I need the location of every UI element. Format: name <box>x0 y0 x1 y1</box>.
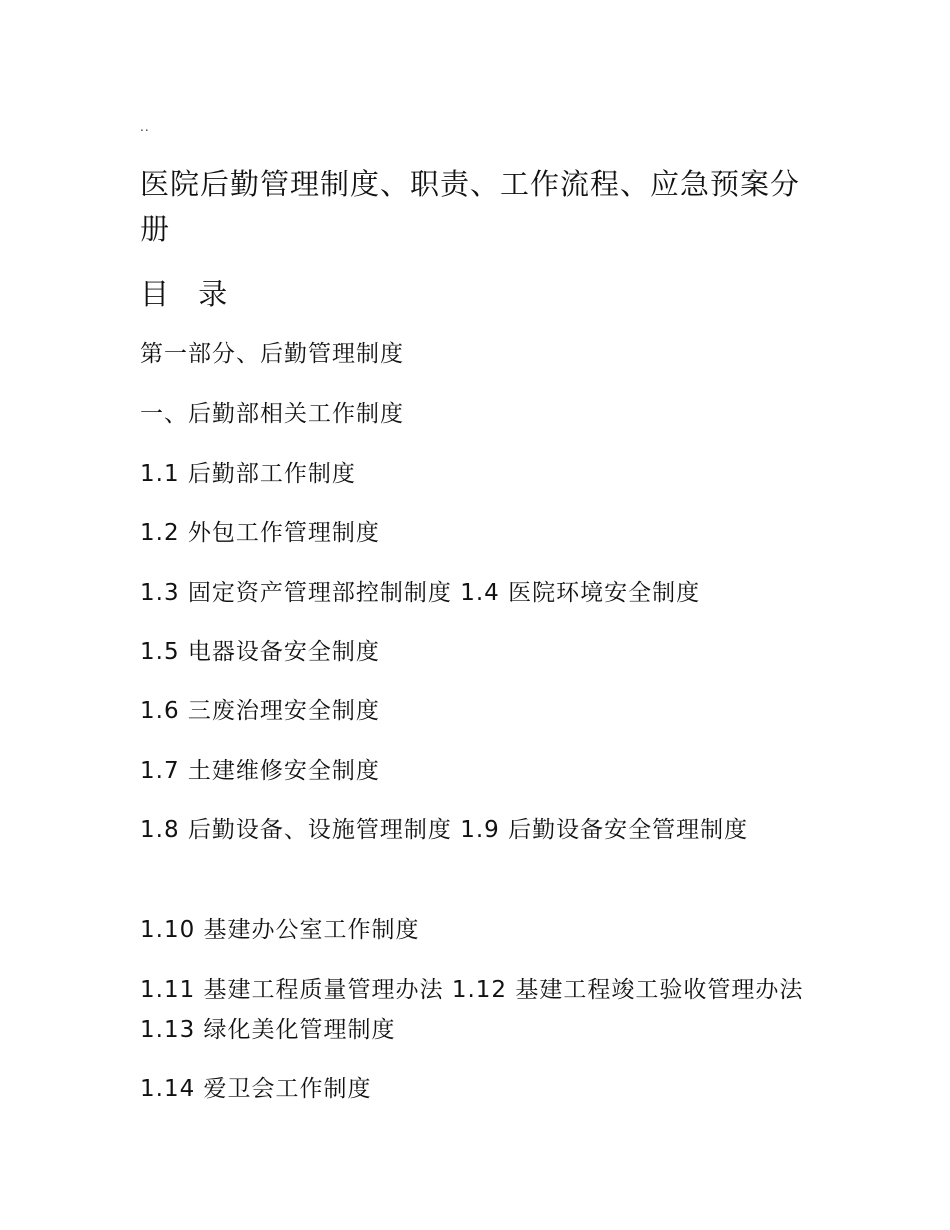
toc-section-heading: 一、后勤部相关工作制度 <box>140 401 404 427</box>
document-title: 医院后勤管理制度、职责、工作流程、应急预案分册 <box>140 167 801 246</box>
toc-entry: 1.5 电器设备安全制度 <box>140 639 380 665</box>
toc-entry: 1.6 三废治理安全制度 <box>140 698 380 724</box>
toc-entry: 1.3 固定资产管理部控制制度 1.4 医院环境安全制度 <box>140 580 701 606</box>
toc-heading: 目 录 <box>140 277 238 311</box>
toc-entry: 1.1 后勤部工作制度 <box>140 461 356 487</box>
toc-entry: 1.11 基建工程质量管理办法 1.12 基建工程竣工验收管理办法 1.13 绿化美化管理制度 <box>140 977 804 1043</box>
toc-part-heading: 第一部分、后勤管理制度 <box>140 341 404 367</box>
toc-entry: 1.14 爱卫会工作制度 <box>140 1076 372 1102</box>
header-mark: .. <box>140 120 150 134</box>
toc-entry: 1.8 后勤设备、设施管理制度 1.9 后勤设备安全管理制度 <box>140 817 749 843</box>
toc-entry: 1.10 基建办公室工作制度 <box>140 917 420 943</box>
toc-entry: 1.7 土建维修安全制度 <box>140 758 380 784</box>
toc-entry: 1.2 外包工作管理制度 <box>140 520 380 546</box>
